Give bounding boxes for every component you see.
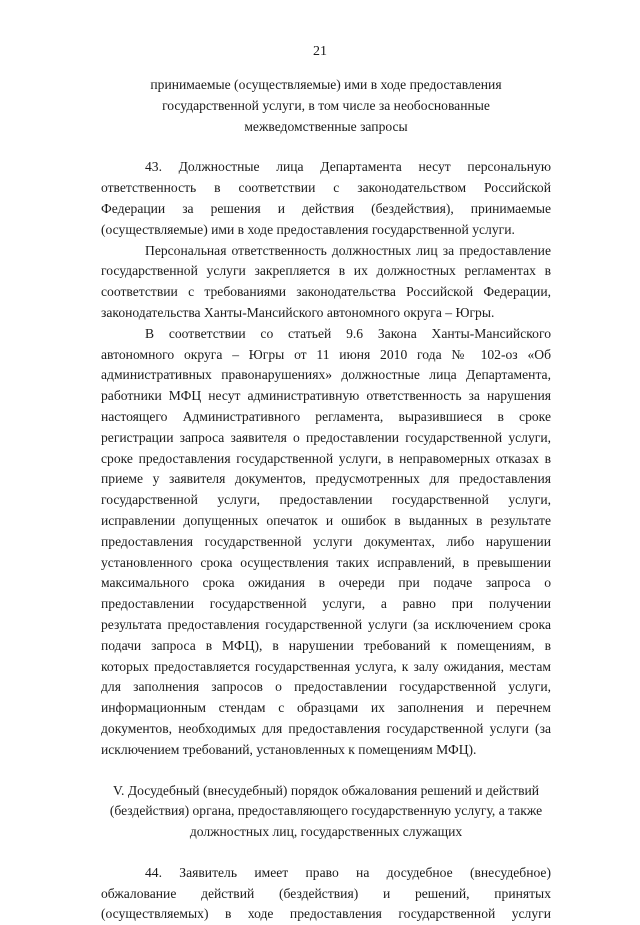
- text-line: законодательства Ханты-Мансийского автономного округа – Югры.: [101, 304, 495, 320]
- text-line: обжалование действий (бездействия) и решений, принятых: [101, 885, 551, 901]
- text-line: исправлении допущенных опечаток и ошибок в выданных в результате: [101, 512, 551, 528]
- text-line: предоставления государственной услуги документах, либо нарушении: [101, 533, 551, 549]
- page-number: 21: [313, 44, 327, 59]
- text-line: автономного округа – Югры от 11 июня 2010 года № 102-оз «Об: [101, 346, 551, 362]
- text-line: сроке предоставления государственной услуги, в неправомерных отказах в: [101, 450, 551, 466]
- text-line: (осуществляемые) ими в ходе предоставления государственной услуги.: [101, 221, 515, 237]
- text-line: государственной услуги, предоставлении государственной услуги,: [101, 492, 551, 508]
- text-line: 43. Должностные лица Департамента несут персональную: [145, 159, 551, 175]
- text-line: государственной услуги закрепляется в их должностных регламентах в: [101, 263, 551, 279]
- text-line: максимального срока ожидания в очереди при подаче запроса о: [101, 575, 551, 591]
- text-line: Федерации за решения и действия (бездействия), принимаемые: [101, 200, 551, 216]
- heading-line: межведомственные запросы: [244, 118, 408, 134]
- section-v-heading: [101, 781, 551, 843]
- text-line: установленного срока осуществления таких исправлений, в превышении: [101, 554, 551, 570]
- text-line: исключением требований, установленных к помещениям МФЦ).: [101, 741, 477, 757]
- text-line: документов, необходимых для предоставления государственной услуги (за: [101, 720, 551, 736]
- text-line: предоставлении государственной услуги, а равно при получении: [101, 596, 551, 612]
- text-line: ответственность в соответствии с законодательством Российской: [101, 180, 551, 196]
- text-line: регистрации запроса заявителя о предоставлении государственной услуги,: [101, 429, 551, 445]
- paragraph-article-9-6: [101, 324, 551, 761]
- text-line: которых предоставляется государственная услуга, к залу ожидания, местам: [101, 658, 551, 674]
- heading-line: (бездействия) органа, предоставляющего государственную услугу, а также: [109, 803, 543, 819]
- text-line: Персональная ответственность должностных лиц за предоставление: [145, 242, 551, 258]
- text-line: работники МФЦ несут административную ответственность за нарушения: [101, 388, 551, 404]
- paragraph-43: [101, 157, 551, 240]
- text-line: В соответствии со статьей 9.6 Закона Ханты-Мансийского: [145, 325, 551, 341]
- text-line: 44. Заявитель имеет право на досудебное (внесудебное): [145, 864, 551, 880]
- heading-line: принимаемые (осуществляемые) ими в ходе предоставления: [150, 77, 502, 92]
- paragraph-44: [101, 863, 551, 925]
- subsection-heading: [101, 75, 551, 137]
- heading-line: должностных лиц, государственных служащих: [189, 824, 463, 840]
- document-body: [101, 75, 551, 925]
- text-line: административных правонарушениях» должностные лица Департамента,: [101, 367, 551, 383]
- text-line: настоящего Административного регламента, выразившиеся в сроке: [101, 408, 551, 424]
- text-line: подачи запроса в МФЦ), в нарушении требований к помещениям, в: [101, 637, 551, 653]
- text-line: результата предоставления государственной услуги (за исключением срока: [101, 616, 551, 632]
- heading-line: государственной услуги, в том числе за необоснованные: [162, 97, 490, 113]
- text-line: информационным стендам с образцами их заполнения и перечнем: [101, 700, 551, 716]
- text-line: соответствии с требованиями законодательства Российской Федерации,: [101, 284, 551, 300]
- text-line: для заполнения запросов о предоставлении государственной услуги,: [101, 679, 551, 695]
- paragraph-personal-responsibility: [101, 241, 551, 324]
- heading-line: V. Досудебный (внесудебный) порядок обжалования решений и действий: [112, 782, 540, 798]
- text-line: (осуществляемых) в ходе предоставления государственной услуги: [101, 906, 551, 922]
- text-line: приеме у заявителя документов, предусмотренных для предоставления: [101, 471, 551, 487]
